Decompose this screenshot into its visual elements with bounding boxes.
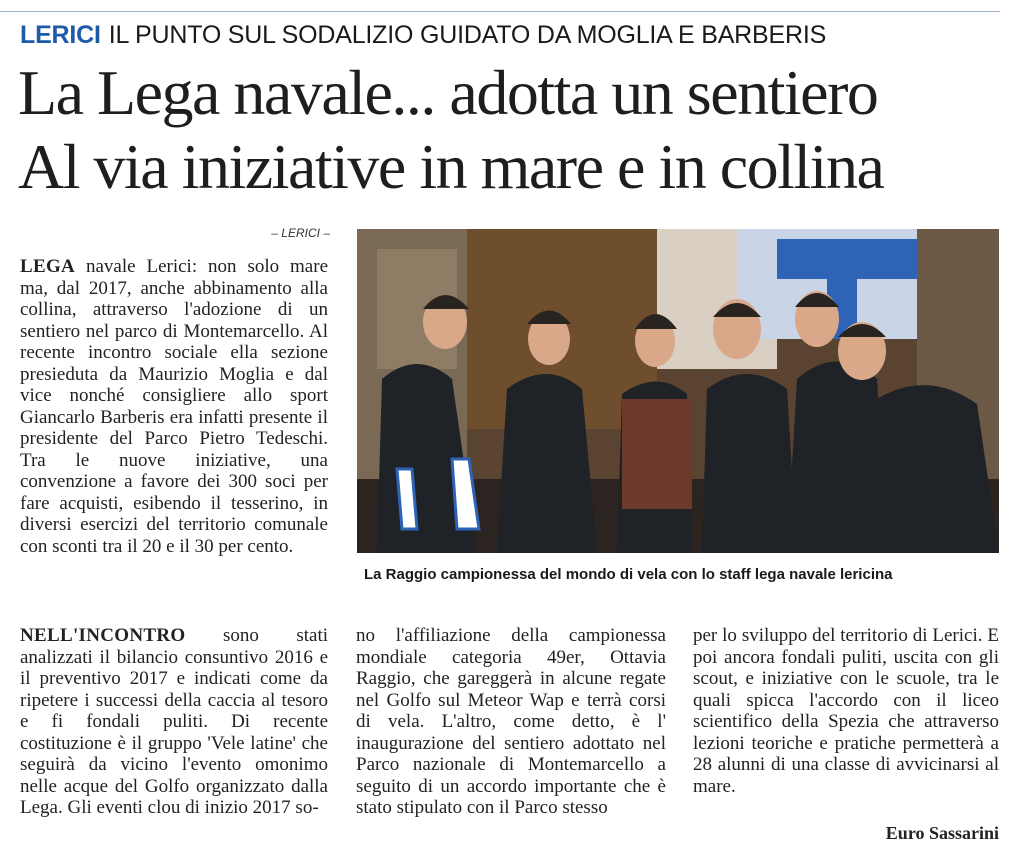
column-1-dropcap: NELL'INCONTRO xyxy=(20,625,186,646)
headline-line-2: Al via iniziative in mare e in collina xyxy=(18,131,884,202)
body-column-2: no l'affiliazione della campionessa mondiale categoria 49er, Ottavia Raggio, che gareggerà in alcune regate nel Golfo sul Meteor Wap e terrà corsi di vela. L'altro, come detto, è l' inaugurazione del sentiero adottato nel Parco nazionale di Montemarcello a seguito di un accordo importante che è stato stipulato con il Parco stesso xyxy=(356,625,666,818)
kicker-place: LERICI xyxy=(20,21,101,49)
kicker xyxy=(20,20,826,50)
lead-dropcap: LEGA xyxy=(20,256,76,277)
kicker-text: IL PUNTO SUL SODALIZIO GUIDATO DA MOGLIA E BARBERIS xyxy=(108,21,827,49)
lead-text: navale Lerici: non solo mare ma, dal 2017, anche abbinamento alla collina, attraverso l'adozione di un sentiero nel parco di Montemarcello. Al recente incontro sociale ella sezione presieduta da Maurizio Moglia e dal vice nonché consigliere allo sport Giancarlo Barberis era infatti presente il presidente del Parco Pietro Tedeschi. Tra le nuove iniziative, una convenzione a favore dei 300 soci per fare acquisti, esibendo il tesserino, in diversi esercizi del territorio comunale con sconti tra il 20 e il 30 per cento. xyxy=(20,256,329,557)
photo-group-illustration xyxy=(357,229,999,553)
top-rule xyxy=(0,11,1000,12)
headline-line-1: La Lega navale... adotta un sentiero xyxy=(18,57,878,128)
body-column-1 xyxy=(20,625,328,819)
article-photo xyxy=(357,229,999,553)
lead-paragraph xyxy=(20,256,328,557)
author-signature: Euro Sassarini xyxy=(885,823,999,843)
body-column-3: per lo sviluppo del territorio di Lerici. E poi ancora fondali puliti, uscita con gli scout, e iniziative con le scuole, tra le quali spicca l'accordo con il liceo scientifico della Spezia che attraverso lezioni teoriche e pratiche permetterà a 28 alunni di una classe di avvicinarsi al mare. xyxy=(693,625,999,797)
dateline: – LERICI – xyxy=(271,226,330,240)
photo-caption: La Raggio campionessa del mondo di vela con lo staff lega navale lericina xyxy=(364,566,893,583)
column-1-text: sono stati analizzati il bilancio consuntivo 2016 e il preventivo 2017 e indicati come da ripetere i successi della caccia al tesoro e fi fondali puliti. Di recente costituzione è il gruppo 'Vele latine' che seguirà da vicino l'evento omonimo nelle acque del Golfo organizzato dalla Lega. Gli eventi clou di inizio 2017 so- xyxy=(20,625,328,818)
